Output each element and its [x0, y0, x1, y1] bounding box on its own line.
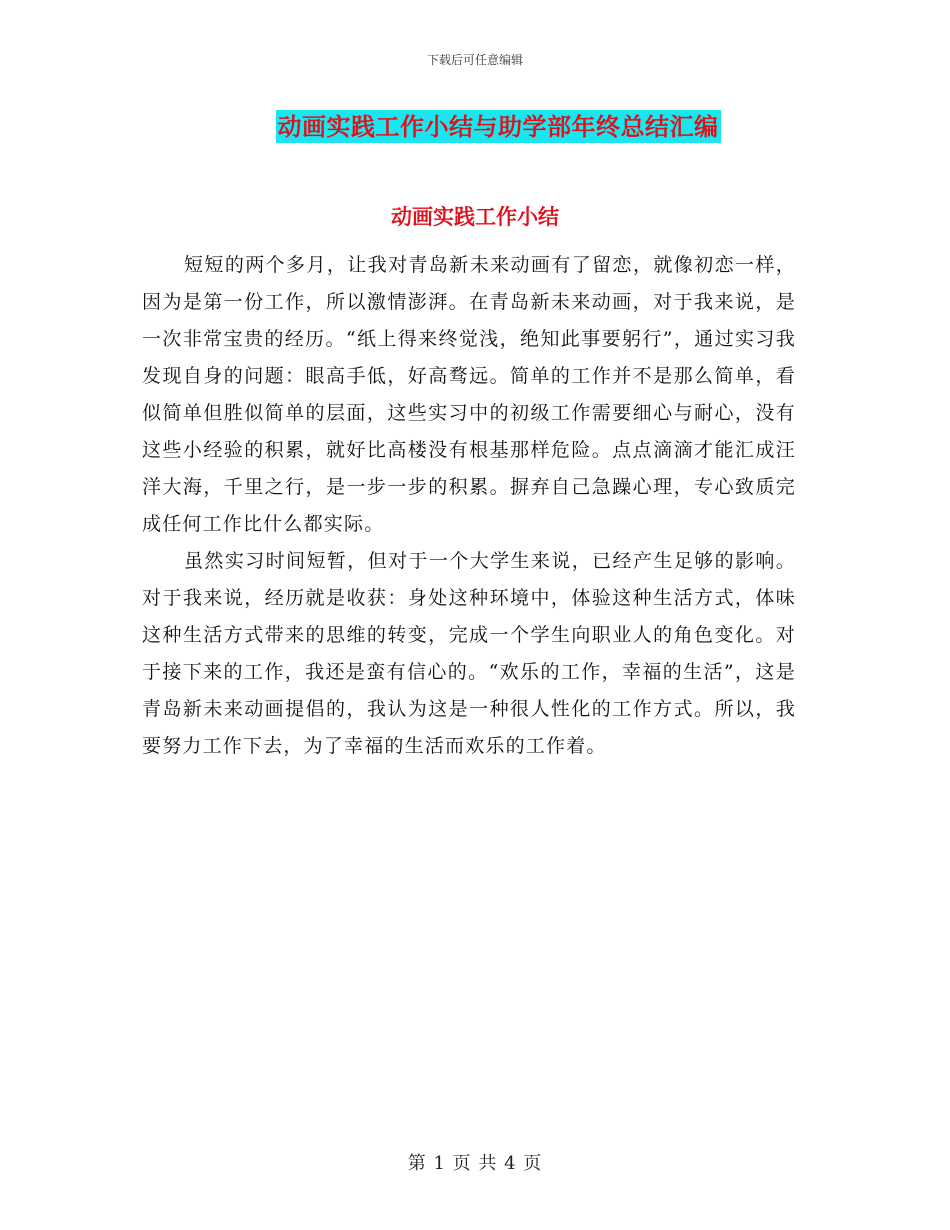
paragraph: 虽然实习时间短暂，但对于一个大学生来说，已经产生足够的影响。对于我来说，经历就是收获：身处这种环境中，体验这种生活方式，体味这种生活方式带来的思维的转变，完成一个学生向职业人的角色变化。对于接下来的工作，我还是蛮有信心的。“欢乐的工作，幸福的生活”，这是青岛新未来动画提倡的，我认为这是一种很人性化的工作方式。所以，我要努力工作下去，为了幸福的生活而欢乐的工作着。 [142, 550, 796, 757]
section-title: 动画实践工作小结 [391, 204, 559, 229]
document-title: 动画实践工作小结与助学部年终总结汇编 [277, 112, 719, 141]
document-title-container [0, 110, 950, 143]
document-body [142, 247, 796, 765]
paragraph: 短短的两个多月，让我对青岛新未来动画有了留恋，就像初恋一样，因为是第一份工作，所以激情澎湃。在青岛新未来动画，对于我来说，是一次非常宝贵的经历。“纸上得来终觉浅，绝知此事要躬行”，通过实习我发现自身的问题：眼高手低，好高骛远。简单的工作并不是那么简单，看似简单但胜似简单的层面，这些实习中的初级工作需要细心与耐心，没有这些小经验的积累，就好比高楼没有根基那样危险。点点滴滴才能汇成汪洋大海，千里之行，是一步一步的积累。摒弃自己急躁心理，专心致质完成任何工作比什么都实际。 [142, 254, 796, 535]
page-header-note: 下载后可任意编辑 [426, 53, 523, 67]
page-number-footer: 第 1 页 共 4 页 [407, 1153, 543, 1174]
